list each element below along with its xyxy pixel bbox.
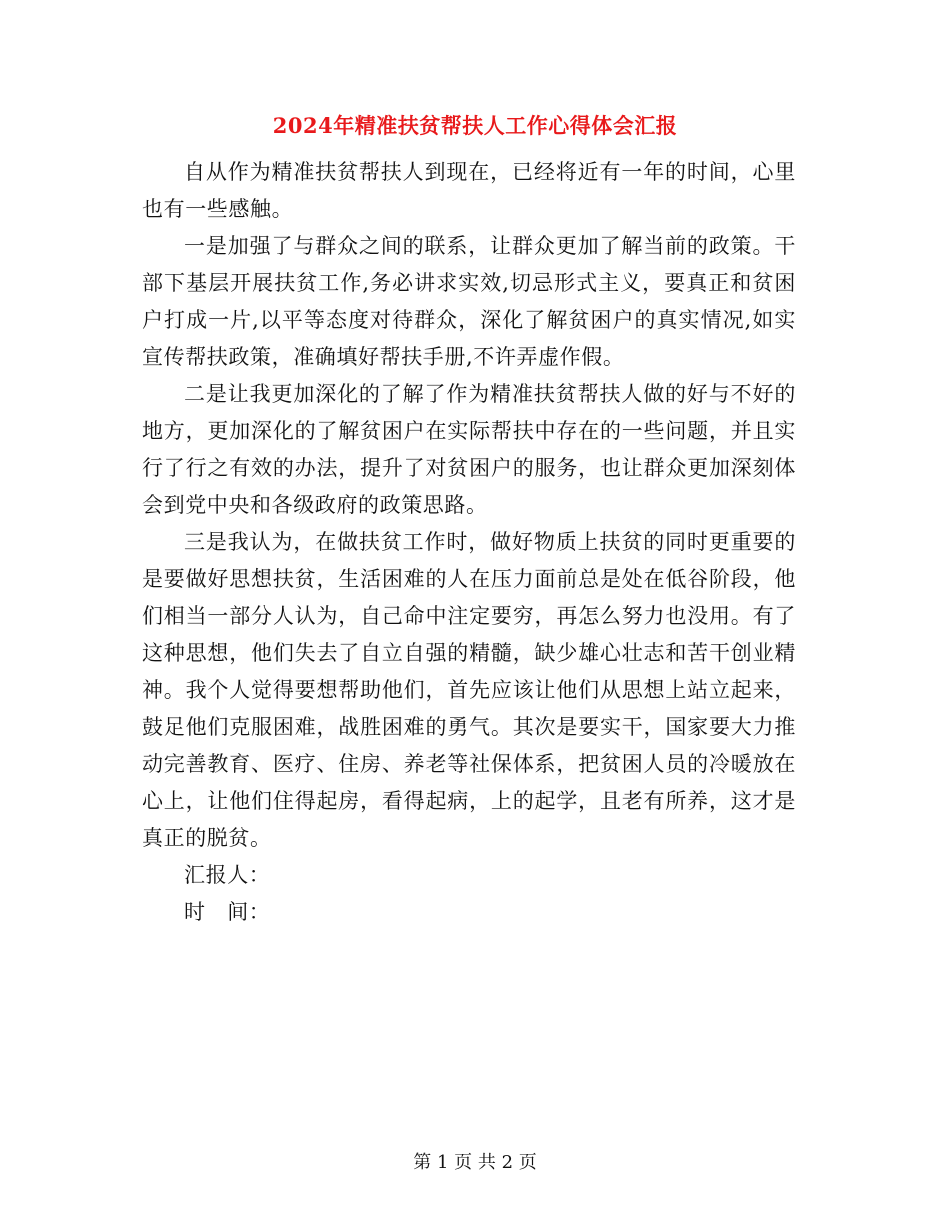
page-footer [0,1148,950,1178]
page-number: 第 1 页 共 2 页 [413,1152,537,1173]
paragraph-point-three: 三是我认为，在做扶贫工作时，做好物质上扶贫的同时更重要的是要做好思想扶贫，生活困难的人在压力面前总是处在低谷阶段，他们相当一部分人认为，自己命中注定要穷，再怎么努力也没用。有了这种思想，他们失去了自立自强的精髓，缺少雄心壮志和苦干创业精神。我个人觉得要想帮助他们，首先应该让他们从思想上站立起来，鼓足他们克服困难，战胜困难的勇气。其次是要实干，国家要大力推动完善教育、医疗、住房、养老等社保体系，把贫困人员的冷暖放在心上，让他们住得起房，看得起病，上的起学，且老有所养，这才是真正的脱贫。 [142,530,796,850]
document-body [142,154,796,931]
paragraph-point-one: 一是加强了与群众之间的联系，让群众更加了解当前的政策。干部下基层开展扶贫工作,务必讲求实效,切忌形式主义，要真正和贫困户打成一片,以平等态度对待群众，深化了解贫困户的真实情况,如实宣传帮扶政策，准确填好帮扶手册,不许弄虚作假。 [142,234,796,369]
document-title: 2024年精准扶贫帮扶人工作心得体会汇报 [272,113,678,138]
paragraph-intro: 自从作为精准扶贫帮扶人到现在，已经将近有一年的时间，心里也有一些感触。 [142,160,796,221]
reporter-label: 汇报人： [184,863,271,887]
time-label: 时 间： [184,900,271,924]
paragraph-point-two: 二是让我更加深化的了解了作为精准扶贫帮扶人做的好与不好的地方，更加深化的了解贫困户在实际帮扶中存在的一些问题，并且实行了行之有效的办法，提升了对贫困户的服务，也让群众更加深刻体会到党中央和各级政府的政策思路。 [142,382,796,517]
